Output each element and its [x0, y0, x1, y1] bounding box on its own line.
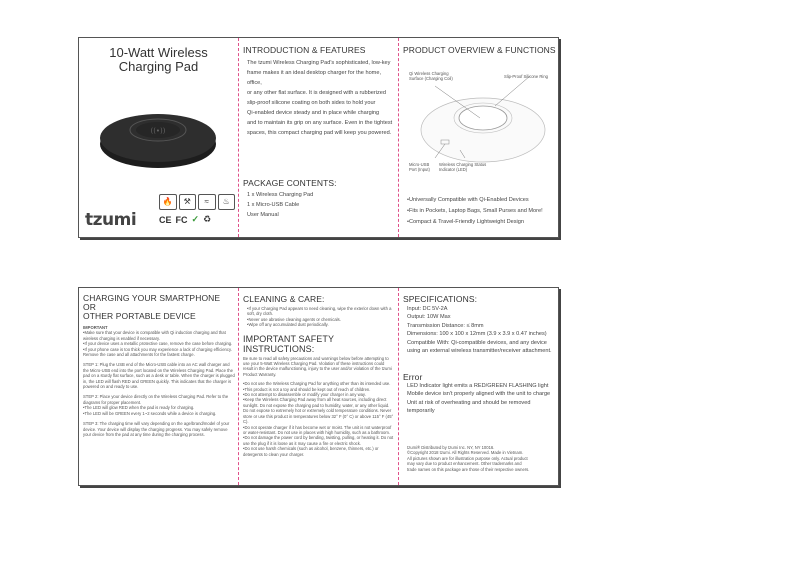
step-2-item: • The LED will be GREEN every 1~2 seconds while a device is charging. — [83, 411, 235, 416]
charging-heading — [83, 294, 235, 321]
spec-line: using an external wireless transmitter/receiver attachment. — [407, 348, 552, 355]
important-item: • If your device uses a metallic protective case, remove the case before charging. — [83, 341, 235, 346]
spec-line: Compatible With: Qi-compatible devices, and any device — [407, 339, 547, 346]
no-fire-icon: 🔥 — [159, 194, 177, 210]
legal-text — [407, 445, 555, 472]
no-disassemble-icon: ⚒ — [179, 194, 197, 210]
cleaning-heading: CLEANING & CARE: — [243, 294, 325, 304]
tzumi-logo: tzumi — [85, 210, 137, 230]
legal-line: tzumi® Distributed by tzumi Inc. NY, NY 10016. — [407, 445, 495, 450]
package-list — [243, 190, 395, 220]
charging-column — [79, 288, 239, 485]
product-front-column — [79, 38, 239, 237]
safety-item: • Do not attempt to disassemble or modify your charger in any way. — [243, 392, 395, 397]
intro-line: frame makes it an ideal desktop charger for the home, office, — [247, 70, 382, 86]
cleaning-item: • If your Charging Pad appears to need cleaning, wipe the exterior down with a soft, dry cloth. — [247, 306, 395, 317]
safety-item: • This product is not a toy and should be kept out of reach of children. — [243, 387, 395, 392]
intro-line: slip-proof silicone coating on both sides to hold your — [247, 100, 376, 106]
no-heat-icon: ♨ — [218, 194, 236, 210]
error-heading: Error — [403, 372, 423, 382]
overview-column — [399, 38, 558, 237]
safety-intro: Be sure to read all safety precautions and warnings below before attempting to use your 5-Watt Wireless Charging Pad. Violation of these instructions could result in the device malfunctioning, injury to the user and/or violation of the tzumi Product Warranty. — [243, 355, 392, 377]
important-list — [83, 330, 235, 357]
cleaning-item: • Wipe off any accumulated dust periodically. — [247, 322, 395, 327]
feature-item: • Compact & Travel-Friendly Lightweight Design — [407, 217, 557, 228]
cleaning-list — [243, 306, 395, 328]
safety-heading: IMPORTANT SAFETY INSTRUCTIONS: — [243, 333, 334, 354]
box-back-panel — [78, 287, 559, 486]
spec-line: Input: DC 5V-2A — [407, 306, 448, 312]
title-line-2: Charging Pad — [118, 59, 199, 74]
intro-line: or any other flat surface. It is designed with a rubberized — [247, 90, 386, 96]
feature-item: • Universally Compatible with Qi-Enabled Devices — [407, 195, 557, 206]
safety-list — [243, 381, 395, 457]
charging-heading-line-2: OTHER PORTABLE DEVICE — [83, 311, 196, 321]
safety-item: • Keep the Wireless Charging Pad away from all heat sources, including direct sunlight. Do not expose the charging pad to humidity, water, or any other liquid. Do not expose to extremely hot or extremely cold temperature conditions. Never store or use this product in temperatures below 32° F (0° C) or above 115° F (45° C). — [243, 397, 395, 424]
label-led-indicator: Wireless Charging Status Indicator (LED) — [439, 162, 487, 173]
error-line: LED Indicator light emits a RED/GREEN FLASHING light — [407, 383, 549, 389]
important-item: • Make sure that your device is compatible with Qi induction charging and that wireless charging is enabled if necessary. — [83, 330, 235, 341]
cleaning-item: • Never use abrasive cleaning agents or chemicals. — [247, 317, 395, 322]
title-line-1: 10-Watt Wireless — [109, 45, 208, 60]
package-item: 1 x Wireless Charging Pad — [247, 192, 314, 198]
safety-item: • Do not damage the power cord by bending, twisting, pulling, or heating it. Do not use the plug if it is loose as it may cause a fire or electric shock. — [243, 435, 395, 446]
specs-list — [403, 305, 555, 355]
legal-line: trade names on this package are those of their respective owners. — [407, 466, 530, 472]
error-line: Mobile device isn't properly aligned with the unit to charge — [407, 391, 551, 398]
charging-pad-image — [97, 108, 219, 170]
fcc-mark-icon: FC — [175, 214, 188, 225]
ce-mark-icon: CE — [159, 214, 172, 225]
spec-line: Output: 10W Max — [407, 314, 451, 321]
intro-text — [243, 58, 395, 138]
certification-marks — [159, 194, 235, 225]
spec-line: Dimensions: 100 x 100 x 12mm (3.9 x 3.9 x 0.47 inches) — [407, 331, 547, 338]
step-2-list — [83, 405, 235, 416]
package-heading: PACKAGE CONTENTS: — [243, 178, 337, 188]
step-3: STEP 3: The charging time will vary depending on the age/brand/model of your device. Your device will display the charging progress. You may safely remove your device from the pad at any time during the charging process. — [83, 421, 230, 437]
svg-text:((•)): ((•)) — [150, 127, 166, 135]
safety-item: • Do not operate charger if it has become wet or moist. The unit is not waterproof or water-resistant. Do not use in places with high humidity, such as a bathroom. — [243, 425, 395, 436]
legal-line: ©Copyright 2018 tzumi. All Rights Reserved. Made in Vietnam. — [407, 450, 524, 456]
overview-heading: PRODUCT OVERVIEW & FUNCTIONS — [403, 45, 556, 55]
recycle-icon: ♻ — [203, 214, 212, 224]
important-item: • If your phone case is too thick you may experience a lack of charging efficiency. Remove the case and all attachments for the fastest charge. — [83, 347, 235, 358]
spec-line: Transmission Distance: ≤ 8mm — [407, 322, 484, 329]
specs-column — [399, 288, 558, 485]
error-list — [403, 382, 555, 416]
package-item: 1 x Micro-USB Cable — [247, 202, 300, 208]
label-silicone-ring: Slip-Proof Silicone Ring — [504, 74, 548, 79]
intro-line: spaces, this compact charging pad will keep you powered. — [247, 130, 392, 136]
charging-heading-line-1: CHARGING YOUR SMARTPHONE OR — [83, 293, 221, 312]
step-1: STEP 1: Plug the USB end of the Micro-USB cable into an AC wall charger and the Micro-USB end into the port located on the Wireless Charging Pad. Place the pad on a sturdy flat surface, such as a desk or table. When the charger is plugged in, the LED will flash RED and GREEN quickly. This indicates that the charger is powered on and ready to use. — [83, 362, 235, 390]
no-water-icon: ≈ — [198, 194, 216, 210]
product-title — [79, 46, 238, 74]
package-item: User Manual — [247, 212, 279, 218]
step-2: STEP 2: Place your device directly on the Wireless Charging Pad. Refer to the diagrams for proper placement. — [83, 394, 229, 405]
legal-line: All pictures shown are for illustration purpose only. Actual product — [407, 455, 528, 461]
label-usb-port: Micro-USB Port (Input) — [409, 162, 430, 173]
important-block — [83, 325, 235, 437]
error-line: Unit at risk of overheating and should be removed temporarily — [407, 399, 531, 415]
feature-list — [407, 195, 557, 228]
intro-column — [239, 38, 399, 237]
rohs-check-icon: ✓ — [191, 214, 200, 224]
box-front-panel — [78, 37, 559, 238]
feature-item: • Fits in Pockets, Laptop Bags, Small Purses and More! — [407, 206, 557, 217]
safety-item: • Do not use harsh chemicals (such as alcohol, benzene, thinners, etc.) or detergents to clean your charger. — [243, 446, 395, 457]
specs-heading: SPECIFICATIONS: — [403, 294, 478, 304]
label-charging-surface: Qi Wireless Charging Surface (Charging Coil) — [409, 71, 453, 82]
intro-heading: INTRODUCTION & FEATURES — [243, 45, 366, 55]
legal-line: may vary due to product enhancement. Other trademarks and — [407, 461, 522, 467]
intro-line: Qi-enabled device steady and in place while charging — [247, 110, 380, 116]
intro-line: and to maintain its grip on any surface. Even in the tightest — [247, 120, 393, 126]
care-safety-column — [239, 288, 399, 485]
step-2-item: • The LED will glow RED when the pad is ready for charging. — [83, 405, 235, 410]
safety-item: • Do not use the Wireless Charging Pad for anything other than its intended use. — [243, 381, 395, 386]
intro-line: The tzumi Wireless Charging Pad's sophisticated, low-key — [247, 60, 391, 66]
important-label: IMPORTANT — [83, 325, 108, 330]
